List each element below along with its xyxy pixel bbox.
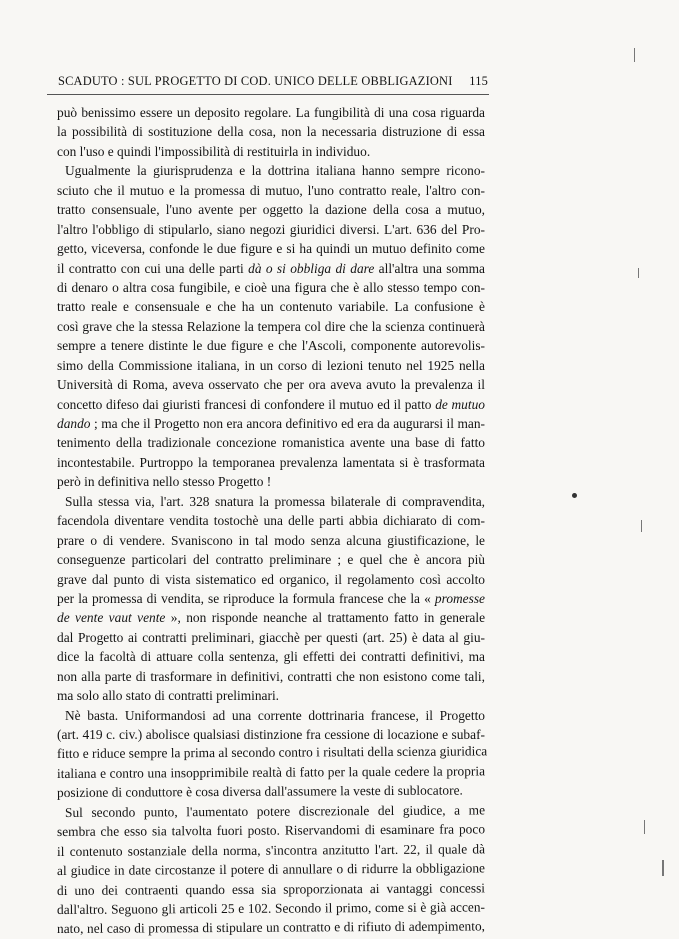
text-line: posizione di conduttore è cosa diversa dall'assumere la veste di sublocatore. <box>56 782 463 801</box>
paragraph <box>57 803 485 939</box>
text-line: così grave che la stessa Relazione la tempera col dire che la scienza continuerà <box>57 318 485 334</box>
text-line: sembra che esso sia talvolta fuori posto. Riservandomi di esaminare fra poco <box>56 821 486 840</box>
header-rule <box>47 94 489 95</box>
text-line: l'altro l'obbligo di stipularlo, siano negozi giuridici diversi. L'art. 636 del Pro- <box>57 221 485 237</box>
running-head <box>58 74 488 92</box>
italic-phrase: de mutuo <box>435 396 485 412</box>
text-line: tenimento della tradizionale concezione romanistica avente una base di fatto <box>57 435 485 451</box>
text-line: il contratto con cui una delle parti dà o si obbliga di dare all'altra una somma <box>57 260 485 276</box>
text-line: dal Progetto ai contratti preliminari, giacchè per questi (art. 25) è data al giu- <box>57 629 485 645</box>
paragraph <box>57 492 485 706</box>
text-line: il contenuto sostanziale della norma, s'incontra anzitutto l'art. 22, il quale dà <box>56 841 486 859</box>
page-number: 115 <box>469 74 488 88</box>
text-line: di uno dei contraenti quando essa sia sproporzionata ai vantaggi concessi <box>56 879 486 898</box>
text-line: Nè basta. Uniformandosi ad una corrente dottrinaria francese, il Progetto <box>65 707 485 723</box>
text-line: getto, viceversa, confonde le due figure e si ha quindi un mutuo definito come <box>57 241 485 257</box>
text-line: tratto consensuale, l'uno avente per oggetto la dazione della cosa a mutuo, <box>57 202 485 218</box>
italic-phrase: promesse <box>434 590 485 606</box>
paragraph <box>57 161 485 491</box>
text-line: dando ; ma che il Progetto non era ancora definitivo ed era da augurarsi il man- <box>57 416 485 431</box>
text-line: conseguenze particolari del contratto preliminare ; e quel che è ancora più <box>57 552 485 568</box>
margin-mark <box>634 48 635 62</box>
text-line: al giudice in date circostanze il potere di annullare o di ridurre la obbligazione <box>56 860 486 879</box>
text-line: de vente vaut vente », non risponde neanche al trattamento fatto in generale <box>57 610 486 626</box>
margin-mark <box>644 820 645 834</box>
margin-mark <box>662 860 664 876</box>
text-line: facendola diventare vendita tostochè una delle parti abbia dichiarato di com- <box>57 513 485 529</box>
text-line: per la promessa di vendita, se riproduce la formula francese che la « promesse <box>57 590 485 606</box>
text-line: (art. 419 c. civ.) abolisce qualsiasi distinzione fra cessione di locazione e subaf- <box>57 727 485 742</box>
italic-phrase: dà o si obbliga di dare <box>248 260 375 276</box>
text-line: Sulla stessa via, l'art. 328 snatura la promessa bilaterale di compravendita, <box>65 493 485 509</box>
text-line: tratto reale e consensuale e che ha un contenuto variabile. La confusione è <box>57 299 485 315</box>
text-line: non alla parte di trasformare in definitivi, contratti che non esistono come tali, <box>57 668 485 684</box>
text-line: nato, nel caso di promessa di stipulare un contratto e di rifiuto di adempimento, <box>56 918 486 937</box>
text-line: incontestabile. Purtroppo la temporanea prevalenza lamentata si è trasformata <box>57 454 485 470</box>
text-line: sempre a tenere distinte le due figure e che l'Ascoli, componente autorevolis- <box>57 338 485 354</box>
text-line: sciuto che il mutuo e la promessa di mutuo, l'uno contratto reale, l'altro con- <box>57 182 485 198</box>
ink-speck <box>572 493 577 498</box>
text-line: prare o di vendere. Svaniscono in tal modo senza alcuna giustificazione, le <box>57 532 485 548</box>
paragraph <box>57 103 485 161</box>
text-line: però in definitiva nello stesso Progetto ! <box>57 474 272 490</box>
text-line: con l'uso e quindi l'impossibilità di restituirla in individuo. <box>57 143 371 159</box>
margin-mark <box>641 520 642 532</box>
margin-mark <box>638 268 639 278</box>
text-line: italiana e contro una insopprimibile realtà di fatto per la quale cedere la propria <box>56 763 486 781</box>
text-line: può benissimo essere un deposito regolare. La fungibilità di una cosa riguarda <box>57 105 485 120</box>
text-line: Università di Roma, aveva osservato che per ora aveva avuto la prevalenza il <box>57 377 485 393</box>
text-line: concetto difeso dai giuristi francesi di confondere il mutuo ed il patto de mutuo <box>57 396 485 412</box>
running-title: SCADUTO : SUL PROGETTO DI COD. UNICO DELLE OBBLIGAZIONI <box>58 74 453 88</box>
text-line: di denaro o altra cosa fungibile, e cioè una figura che è allo stesso tempo con- <box>57 279 485 295</box>
text-line: grave dal punto di vista sistematico ed organico, il regolamento così accolto <box>57 571 485 587</box>
italic-phrase: dando <box>57 416 91 431</box>
italic-phrase: de vente vaut vente <box>57 610 166 626</box>
text-line: ma solo allo stato di contratti preliminari. <box>57 688 280 704</box>
text-line: la possibilità di sostituzione della cosa, non la necessaria distruzione di essa <box>57 124 485 140</box>
text-line: dall'altro. Seguono gli articoli 25 e 102. Secondo il primo, come si è già accen- <box>56 899 486 917</box>
text-line: fitto e riduce sempre la prima al secondo contro i risultati della scienza giuridica <box>56 743 488 762</box>
paragraph <box>56 706 488 803</box>
text-line: Ugualmente la giurisprudenza e la dottrina italiana hanno sempre ricono- <box>65 163 485 179</box>
body-text <box>56 103 488 939</box>
text-line: simo della Commissione italiana, in un corso di lezioni tenuto nel 1925 nella <box>57 357 485 373</box>
text-line: dice la facoltà di attuare colla sentenza, gli effetti dei contratti definitivi, ma <box>57 649 485 665</box>
text-line: Sul secondo punto, l'aumentato potere discrezionale del giudice, a me <box>64 802 486 820</box>
